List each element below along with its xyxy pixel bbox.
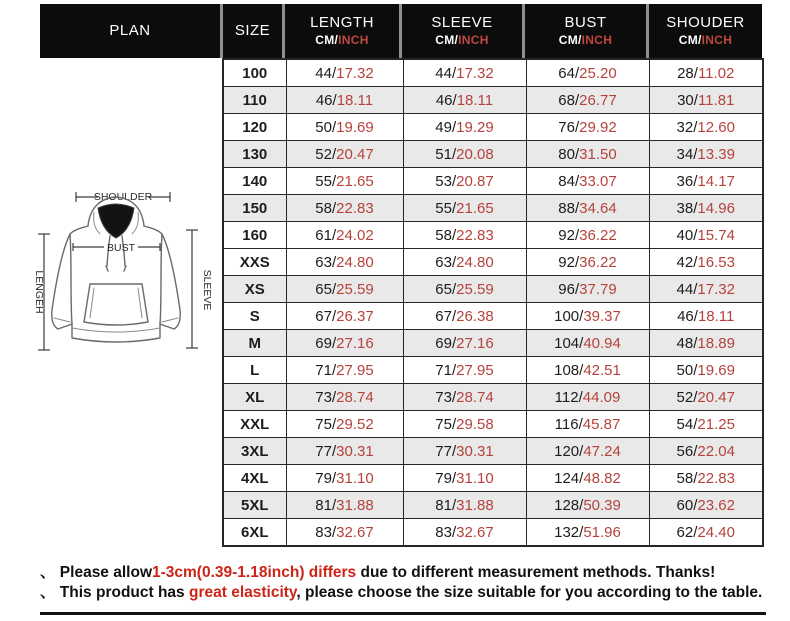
cm-value: 52/ [676, 388, 698, 406]
sleeve-dimension [186, 230, 213, 348]
inch-value: 26.38 [456, 307, 494, 325]
inch-value: 24.80 [456, 253, 494, 271]
note-text: 、 Please allow [40, 564, 152, 581]
measurement-cell [649, 411, 763, 438]
inch-value: 34.64 [579, 199, 617, 217]
unit-inch: INCH [581, 32, 613, 47]
column-header-label: SHOUDER [666, 14, 745, 32]
measurement-cell [286, 519, 403, 547]
cm-value: 68/ [558, 91, 580, 109]
cm-value: 46/ [435, 91, 457, 109]
cm-value: 81/ [435, 496, 457, 514]
table-header-bar [40, 4, 762, 58]
measurement-cell [403, 141, 526, 168]
measurement-cell [526, 59, 649, 87]
cm-value: 58/ [435, 226, 457, 244]
measurement-cell [649, 330, 763, 357]
size-cell: 120 [223, 114, 286, 141]
measurement-cell [403, 465, 526, 492]
measurement-cell [526, 384, 649, 411]
size-cell: 4XL [223, 465, 286, 492]
inch-value: 39.37 [583, 307, 621, 325]
measurement-cell [649, 59, 763, 87]
inch-value: 18.11 [336, 91, 374, 109]
cm-value: 30/ [677, 91, 698, 109]
inch-value: 30.31 [456, 442, 494, 460]
hoodie-sketch [10, 172, 220, 372]
inch-value: 29.92 [579, 118, 617, 136]
inch-value: 22.83 [336, 199, 374, 217]
plan-header-label: PLAN [109, 21, 151, 39]
table-row [223, 276, 763, 303]
table-row [223, 87, 763, 114]
inch-value: 24.80 [336, 253, 374, 271]
size-cell: 160 [223, 222, 286, 249]
cm-value: 116/ [554, 415, 583, 433]
size-header [223, 4, 282, 58]
inch-value: 17.32 [336, 64, 374, 82]
measurement-cell [403, 330, 526, 357]
measurement-cell [403, 384, 526, 411]
inch-value: 20.08 [456, 145, 494, 163]
measurement-cell [649, 87, 763, 114]
cm-value: 69/ [315, 334, 337, 352]
column-header-shouder [649, 4, 762, 58]
table-row [223, 411, 763, 438]
measurement-cell [403, 222, 526, 249]
table-row [223, 114, 763, 141]
bottom-divider-line [40, 612, 766, 615]
cm-value: 80/ [558, 145, 580, 163]
measurement-cell [526, 465, 649, 492]
measurement-cell [649, 303, 763, 330]
inch-value: 32.67 [456, 523, 494, 541]
table-row [223, 59, 763, 87]
cm-value: 50/ [315, 118, 337, 136]
cm-value: 51/ [435, 145, 457, 163]
measurement-cell [526, 330, 649, 357]
size-cell: 140 [223, 168, 286, 195]
bust-dimension [73, 242, 160, 254]
inch-value: 30.31 [336, 442, 374, 460]
cm-value: 60/ [676, 496, 698, 514]
measurement-cell [403, 114, 526, 141]
cm-value: 79/ [435, 469, 457, 487]
table-row [223, 438, 763, 465]
inch-value: 16.53 [697, 253, 735, 271]
cm-value: 34/ [676, 145, 698, 163]
inch-value: 20.87 [456, 172, 494, 190]
cm-value: 124/ [554, 469, 584, 487]
measurement-cell [649, 465, 763, 492]
inch-value: 25.20 [579, 64, 617, 82]
column-header-label: SLEEVE [431, 14, 493, 32]
inch-value: 25.59 [456, 280, 494, 298]
size-cell: 5XL [223, 492, 286, 519]
inch-value: 24.40 [697, 523, 735, 541]
table-row [223, 168, 763, 195]
cm-value: 77/ [315, 442, 337, 460]
cm-value: 40/ [676, 226, 698, 244]
shoulder-dimension [76, 191, 170, 203]
inch-value: 22.83 [697, 469, 735, 487]
inch-value: 24.02 [336, 226, 374, 244]
table-row [223, 303, 763, 330]
measurement-cell [649, 357, 763, 384]
measurement-cell [286, 195, 403, 222]
cm-value: 55/ [315, 172, 337, 190]
inch-value: 26.77 [579, 91, 617, 109]
measurement-cell [649, 384, 763, 411]
inch-value: 28.74 [456, 388, 494, 406]
inch-value: 29.58 [456, 415, 494, 433]
inch-value: 48.82 [583, 469, 621, 487]
unit-inch: INCH [458, 32, 489, 47]
measurement-cell [649, 438, 763, 465]
cm-value: 120/ [554, 442, 584, 460]
cm-value: 73/ [315, 388, 337, 406]
unit-cm: CM/ [558, 32, 582, 47]
inch-value: 36.22 [579, 226, 617, 244]
inch-value: 36.22 [579, 253, 617, 271]
cm-value: 108/ [554, 361, 584, 379]
cm-value: 44/ [315, 64, 337, 82]
cm-value: 112/ [554, 388, 583, 406]
measurement-cell [286, 411, 403, 438]
inch-value: 31.10 [336, 469, 374, 487]
measurement-cell [403, 411, 526, 438]
inch-value: 31.88 [336, 496, 374, 514]
cm-value: 36/ [676, 172, 698, 190]
measurement-cell [403, 249, 526, 276]
inch-value: 15.74 [697, 226, 735, 244]
column-header-label: BUST [564, 14, 607, 32]
measurement-cell [526, 411, 649, 438]
cm-value: 65/ [315, 280, 337, 298]
cm-value: 53/ [435, 172, 457, 190]
measurement-cell [526, 87, 649, 114]
cm-value: 49/ [435, 118, 457, 136]
inch-value: 50.39 [583, 496, 621, 514]
cm-value: 132/ [554, 523, 584, 541]
measurement-cell [649, 492, 763, 519]
inch-value: 13.39 [697, 145, 735, 163]
measurement-cell [526, 303, 649, 330]
cm-value: 54/ [676, 415, 698, 433]
cm-value: 63/ [435, 253, 457, 271]
size-cell: XXS [223, 249, 286, 276]
note-text: , please choose the size suitable for you according to the table. [296, 584, 763, 601]
cm-value: 38/ [676, 199, 698, 217]
inch-value: 19.29 [456, 118, 494, 136]
table-row [223, 357, 763, 384]
note-highlight: 1-3cm(0.39-1.18inch) differs [152, 564, 357, 581]
size-cell: S [223, 303, 286, 330]
cm-value: 88/ [558, 199, 580, 217]
measurement-cell [403, 492, 526, 519]
inch-value: 32.67 [336, 523, 374, 541]
cm-value: 67/ [315, 307, 337, 325]
measurement-cell [649, 114, 763, 141]
inch-value: 18.11 [456, 91, 494, 109]
size-header-label: SIZE [234, 21, 271, 39]
measurement-cell [286, 303, 403, 330]
inch-value: 22.04 [697, 442, 735, 460]
cm-value: 46/ [315, 91, 337, 109]
cm-value: 61/ [315, 226, 337, 244]
inch-value: 37.79 [579, 280, 617, 298]
measurement-cell [526, 492, 649, 519]
inch-value: 17.32 [697, 280, 735, 298]
measurement-cell [286, 492, 403, 519]
measurement-cell [403, 276, 526, 303]
measurement-cell [286, 87, 403, 114]
size-cell: XXL [223, 411, 286, 438]
inch-value: 18.89 [697, 334, 735, 352]
inch-value: 45.87 [582, 415, 621, 433]
inch-value: 44.09 [582, 388, 621, 406]
size-cell: 130 [223, 141, 286, 168]
column-header-units [435, 33, 488, 48]
cm-value: 28/ [677, 64, 698, 82]
cm-value: 75/ [315, 415, 337, 433]
measurement-cell [649, 249, 763, 276]
measurement-cell [649, 141, 763, 168]
cm-value: 104/ [554, 334, 584, 352]
table-row [223, 222, 763, 249]
cm-value: 32/ [676, 118, 698, 136]
bust-label: BUST [106, 242, 136, 254]
cm-value: 44/ [435, 64, 457, 82]
inch-value: 21.65 [336, 172, 374, 190]
table-row [223, 384, 763, 411]
inch-value: 20.47 [697, 388, 735, 406]
measurement-cell [286, 249, 403, 276]
inch-value: 31.50 [579, 145, 617, 163]
table-row [223, 519, 763, 547]
column-header-units [559, 33, 612, 48]
measurement-cell [403, 195, 526, 222]
sleeve-label: SLEEVE [201, 269, 213, 311]
inch-value: 28.74 [336, 388, 374, 406]
measurement-cell [526, 141, 649, 168]
inch-value: 31.10 [456, 469, 494, 487]
column-header-length [285, 4, 399, 58]
cm-value: 52/ [315, 145, 337, 163]
size-cell: 6XL [223, 519, 286, 547]
hood [88, 197, 144, 271]
size-cell: M [223, 330, 286, 357]
cm-value: 71/ [315, 361, 337, 379]
inch-value: 27.16 [456, 334, 494, 352]
cm-value: 83/ [315, 523, 337, 541]
length-dimension [33, 234, 50, 350]
measurement-cell [403, 87, 526, 114]
inch-value: 25.59 [336, 280, 374, 298]
measurement-cell [649, 222, 763, 249]
cm-value: 56/ [676, 442, 698, 460]
inch-value: 27.16 [336, 334, 374, 352]
cm-value: 62/ [676, 523, 698, 541]
measurement-cell [286, 330, 403, 357]
measurement-cell [649, 276, 763, 303]
inch-value: 26.37 [336, 307, 374, 325]
measurement-cell [403, 438, 526, 465]
cm-value: 46/ [677, 307, 698, 325]
cm-value: 42/ [676, 253, 698, 271]
measurement-cell [526, 195, 649, 222]
size-cell: 110 [223, 87, 286, 114]
measurement-cell [526, 222, 649, 249]
inch-value: 23.62 [697, 496, 735, 514]
cm-value: 100/ [554, 307, 584, 325]
cm-value: 55/ [435, 199, 457, 217]
table-row [223, 492, 763, 519]
measurement-cell [403, 303, 526, 330]
cm-value: 48/ [676, 334, 698, 352]
inch-value: 19.69 [336, 118, 374, 136]
measurement-cell [286, 465, 403, 492]
column-header-units [315, 33, 368, 48]
table-row [223, 195, 763, 222]
cm-value: 92/ [558, 226, 580, 244]
size-cell: 150 [223, 195, 286, 222]
measurement-cell [286, 438, 403, 465]
cm-value: 69/ [435, 334, 457, 352]
cm-value: 77/ [435, 442, 457, 460]
size-table [222, 58, 764, 547]
inch-value: 29.52 [336, 415, 374, 433]
measurement-cell [649, 168, 763, 195]
cm-value: 79/ [315, 469, 337, 487]
measurement-cell [286, 276, 403, 303]
inch-value: 12.60 [697, 118, 735, 136]
cm-value: 64/ [558, 64, 580, 82]
note-highlight: great elasticity [188, 584, 297, 601]
measurement-cell [286, 222, 403, 249]
column-header-units [679, 33, 732, 48]
cm-value: 58/ [315, 199, 337, 217]
plan-header [40, 4, 220, 58]
inch-value: 19.69 [697, 361, 735, 379]
measurement-cell [526, 438, 649, 465]
unit-cm: CM/ [435, 32, 459, 47]
size-cell: 100 [223, 59, 286, 87]
table-row [223, 330, 763, 357]
inch-value: 18.11 [697, 307, 735, 325]
cm-value: 44/ [676, 280, 698, 298]
inch-value: 21.65 [456, 199, 494, 217]
column-header-bust [525, 4, 646, 58]
size-cell: 3XL [223, 438, 286, 465]
inch-value: 51.96 [583, 523, 621, 541]
size-cell: XS [223, 276, 286, 303]
inch-value: 33.07 [579, 172, 617, 190]
cm-value: 81/ [315, 496, 337, 514]
cm-value: 96/ [558, 280, 580, 298]
cm-value: 73/ [435, 388, 457, 406]
cm-value: 84/ [558, 172, 580, 190]
inch-value: 31.88 [456, 496, 494, 514]
measurement-cell [526, 168, 649, 195]
table-row [223, 249, 763, 276]
measurement-cell [403, 357, 526, 384]
cm-value: 92/ [558, 253, 580, 271]
note-text: 、 This product has [40, 584, 189, 601]
inch-value: 20.47 [336, 145, 374, 163]
unit-cm: CM/ [315, 32, 339, 47]
measurement-cell [526, 249, 649, 276]
cm-value: 63/ [315, 253, 337, 271]
inch-value: 27.95 [456, 361, 494, 379]
cm-value: 65/ [435, 280, 457, 298]
cm-value: 58/ [676, 469, 698, 487]
cm-value: 128/ [554, 496, 584, 514]
cm-value: 75/ [435, 415, 457, 433]
measurement-cell [403, 59, 526, 87]
cm-value: 50/ [676, 361, 698, 379]
note-line [40, 563, 785, 583]
measurement-cell [526, 114, 649, 141]
measurement-cell [286, 357, 403, 384]
measurement-cell [286, 141, 403, 168]
unit-inch: INCH [701, 32, 733, 47]
table-row [223, 141, 763, 168]
measurement-cell [403, 168, 526, 195]
length-label: LENGEH [33, 270, 45, 314]
notes [40, 563, 785, 603]
inch-value: 11.02 [697, 64, 735, 82]
inch-value: 14.96 [697, 199, 735, 217]
note-line [40, 583, 785, 603]
measurement-cell [286, 168, 403, 195]
measurement-cell [286, 59, 403, 87]
cm-value: 71/ [435, 361, 457, 379]
inch-value: 42.51 [583, 361, 621, 379]
shoulder-label: SHOULDER [93, 191, 153, 203]
unit-inch: INCH [338, 32, 369, 47]
inch-value: 27.95 [336, 361, 374, 379]
measurement-cell [526, 519, 649, 547]
column-header-label: LENGTH [310, 14, 374, 32]
cm-value: 76/ [558, 118, 580, 136]
unit-cm: CM/ [678, 32, 702, 47]
inch-value: 47.24 [583, 442, 621, 460]
measurement-cell [403, 519, 526, 547]
measurement-cell [286, 384, 403, 411]
measurement-cell [286, 114, 403, 141]
cm-value: 83/ [435, 523, 457, 541]
inch-value: 40.94 [583, 334, 621, 352]
size-cell: XL [223, 384, 286, 411]
inch-value: 17.32 [456, 64, 494, 82]
inch-value: 21.25 [697, 415, 735, 433]
size-cell: L [223, 357, 286, 384]
note-text: due to different measurement methods. Thanks! [356, 564, 716, 581]
inch-value: 22.83 [456, 226, 494, 244]
column-header-sleeve [402, 4, 522, 58]
inch-value: 14.17 [697, 172, 735, 190]
measurement-cell [526, 357, 649, 384]
measurement-cell [649, 195, 763, 222]
hoodie-measurement-diagram [10, 172, 220, 372]
table-row [223, 465, 763, 492]
measurement-cell [649, 519, 763, 547]
cm-value: 67/ [435, 307, 457, 325]
measurement-cell [526, 276, 649, 303]
inch-value: 11.81 [697, 91, 735, 109]
